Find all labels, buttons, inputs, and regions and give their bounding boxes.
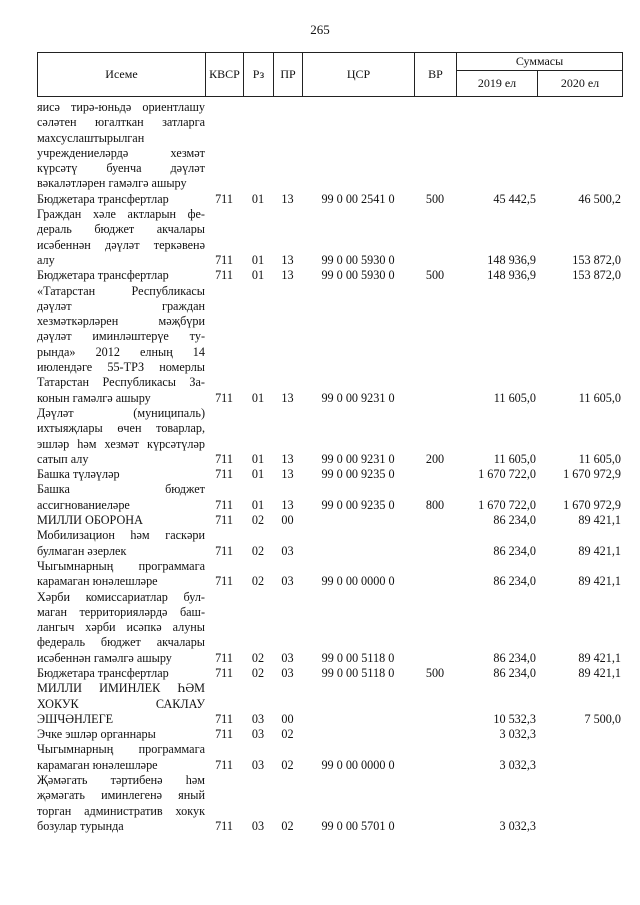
- cell-pr: 13: [281, 268, 294, 283]
- table-row: [37, 681, 622, 727]
- row-name: [37, 666, 205, 681]
- row-name-line: булмаган әзерлек: [37, 543, 127, 558]
- cell-pr: 13: [281, 467, 294, 482]
- row-name-line: исәбеннән дәүләт теркәвенә: [37, 237, 205, 252]
- cell-csr: 99 0 00 0000 0: [321, 574, 395, 589]
- row-name-line: Граждан хәле актларын фе-: [37, 207, 205, 222]
- cell-rz: 01: [251, 390, 265, 405]
- cell-v2: 11 605,0: [578, 390, 621, 405]
- cell-kv: 711: [215, 757, 233, 772]
- cell-csr: 99 0 00 9235 0: [321, 497, 395, 512]
- cell-v1: 1 670 722,0: [478, 467, 536, 482]
- cell-v1: 148 936,9: [487, 268, 536, 283]
- cell-pr: 13: [281, 252, 294, 267]
- row-name: [37, 284, 205, 406]
- row-name: [37, 482, 205, 513]
- row-name-line: Башка бюджет: [37, 482, 205, 497]
- cell-pr: 02: [281, 727, 294, 742]
- cell-kv: 711: [215, 665, 233, 680]
- table-row: [37, 284, 622, 406]
- cell-v1: 3 032,3: [499, 818, 536, 833]
- cell-v2: 153 872,0: [572, 268, 621, 283]
- row-name-line: карамаган юнәлешләре: [37, 757, 158, 772]
- cell-v1: 3 032,3: [499, 727, 536, 742]
- row-name-line: дераль бюджет акчалары: [37, 222, 205, 237]
- cell-kv: 711: [215, 191, 233, 206]
- row-name-line: дәүләт граждан: [37, 298, 205, 313]
- row-name-line: маган территорияләрдә баш-: [37, 604, 205, 619]
- header-rz: Рз: [244, 53, 274, 97]
- cell-pr: 03: [281, 665, 294, 680]
- row-name-line: федераль бюджет акчалары: [37, 635, 205, 650]
- table-row: [37, 528, 622, 559]
- row-name-line: Җәмәгать тәртибенә һәм: [37, 773, 205, 788]
- cell-rz: 02: [251, 513, 265, 528]
- row-name-line: учреждениеләрдә хезмәт: [37, 145, 205, 160]
- cell-kv: 711: [215, 513, 233, 528]
- cell-csr: 99 0 00 5930 0: [321, 268, 395, 283]
- cell-kv: 711: [215, 390, 233, 405]
- header-2019: 2019 ел: [457, 71, 538, 97]
- cell-pr: 00: [281, 711, 294, 726]
- row-name-line: МИЛЛИ ОБОРОНА: [37, 513, 143, 528]
- row-name-line: ЭШЧӘНЛЕГЕ: [37, 711, 114, 726]
- table-row: [37, 467, 622, 482]
- row-name-line: МИЛЛИ ИМИНЛЕК ҺӘМ: [37, 681, 205, 696]
- row-name-line: Эчке эшләр органнары: [37, 727, 156, 742]
- row-name-line: Бюджетара трансфертлар: [37, 268, 169, 283]
- row-name-line: рында» 2012 елның 14: [37, 344, 205, 359]
- row-name: [37, 528, 205, 559]
- cell-csr: 99 0 00 2541 0: [321, 191, 395, 206]
- cell-rz: 02: [251, 543, 265, 558]
- cell-rz: 02: [251, 574, 265, 589]
- table-row: [37, 406, 622, 467]
- cell-kv: 711: [215, 451, 233, 466]
- table-row: [37, 192, 622, 207]
- table-row: [37, 100, 622, 192]
- cell-pr: 03: [281, 574, 294, 589]
- cell-v1: 148 936,9: [487, 252, 536, 267]
- cell-v2: 89 421,1: [578, 543, 621, 558]
- cell-kv: 711: [215, 252, 233, 267]
- row-name-line: алу: [37, 252, 55, 267]
- cell-v1: 86 234,0: [493, 650, 536, 665]
- cell-v2: 1 670 972,9: [563, 497, 621, 512]
- cell-vr: 500: [425, 665, 445, 680]
- row-name: [37, 268, 205, 283]
- row-name-line: торган административ хокук: [37, 803, 205, 818]
- page-number: 265: [310, 22, 330, 37]
- cell-rz: 01: [251, 268, 265, 283]
- row-name: [37, 467, 205, 482]
- cell-kv: 711: [215, 818, 233, 833]
- table-header: [37, 52, 623, 97]
- row-name: [37, 559, 205, 590]
- cell-rz: 02: [251, 665, 265, 680]
- cell-rz: 02: [251, 650, 265, 665]
- row-name-line: күрсәтү буенча дәүләт: [37, 161, 205, 176]
- table-row: [37, 207, 622, 268]
- cell-rz: 01: [251, 191, 265, 206]
- cell-pr: 13: [281, 390, 294, 405]
- table-row: [37, 590, 622, 666]
- row-name: [37, 590, 205, 666]
- cell-kv: 711: [215, 711, 233, 726]
- cell-v2: 7 500,0: [584, 711, 621, 726]
- cell-v1: 11 605,0: [493, 390, 536, 405]
- cell-v2: 46 500,2: [578, 191, 621, 206]
- cell-pr: 02: [281, 818, 294, 833]
- row-name-line: Хәрби комиссариатлар бул-: [37, 589, 205, 604]
- cell-kv: 711: [215, 650, 233, 665]
- cell-csr: 99 0 00 9231 0: [321, 390, 395, 405]
- cell-kv: 711: [215, 268, 233, 283]
- row-name-line: исәбеннән гамәлгә ашыру: [37, 650, 172, 665]
- cell-rz: 03: [251, 757, 265, 772]
- cell-rz: 01: [251, 252, 265, 267]
- row-name-line: карамаган юнәлешләре: [37, 574, 158, 589]
- row-name-line: Чыгымнарның программага: [37, 558, 205, 573]
- cell-pr: 02: [281, 757, 294, 772]
- cell-v1: 1 670 722,0: [478, 497, 536, 512]
- cell-v2: 89 421,1: [578, 574, 621, 589]
- row-name-line: лангыч хәрби исәпкә алуны: [37, 620, 205, 635]
- row-name-line: Мобилизацион һәм гаскәри: [37, 528, 205, 543]
- row-name-line: ХОКУК САКЛАУ: [37, 696, 205, 711]
- row-name-line: Дәүләт (муниципаль): [37, 405, 205, 420]
- row-name: [37, 100, 205, 192]
- cell-v1: 86 234,0: [493, 574, 536, 589]
- cell-csr: 99 0 00 5118 0: [321, 665, 395, 680]
- cell-v1: 10 532,3: [493, 711, 536, 726]
- row-name-line: дәүләт иминләштерүе ту-: [37, 329, 205, 344]
- cell-pr: 13: [281, 191, 294, 206]
- cell-csr: 99 0 00 5930 0: [321, 252, 395, 267]
- cell-csr: 99 0 00 5701 0: [321, 818, 395, 833]
- row-name: [37, 406, 205, 467]
- row-name: [37, 727, 205, 742]
- cell-csr: 99 0 00 0000 0: [321, 757, 395, 772]
- cell-v2: 89 421,1: [578, 665, 621, 680]
- header-2020: 2020 ел: [538, 71, 623, 97]
- row-name-line: хезмәткәрләрен мәҗбүри: [37, 314, 205, 329]
- cell-v2: 89 421,1: [578, 650, 621, 665]
- row-name-line: ихтыяҗлары өчен товарлар,: [37, 421, 205, 436]
- header-pr: ПР: [274, 53, 303, 97]
- cell-v1: 45 442,5: [493, 191, 536, 206]
- row-name-line: Бюджетара трансфертлар: [37, 665, 169, 680]
- header-name: Исеме: [38, 53, 206, 97]
- header-vr: ВР: [415, 53, 457, 97]
- row-name-line: конын гамәлгә ашыру: [37, 390, 151, 405]
- cell-kv: 711: [215, 497, 233, 512]
- table-row: [37, 727, 622, 742]
- row-name-line: яисә тирә-юньдә ориентлашу: [37, 100, 205, 114]
- cell-vr: 800: [425, 497, 445, 512]
- cell-v2: 1 670 972,9: [563, 467, 621, 482]
- row-name-line: җәмәгать иминлегенә яный: [37, 788, 205, 803]
- cell-v2: 89 421,1: [578, 513, 621, 528]
- cell-csr: 99 0 00 9235 0: [321, 467, 395, 482]
- cell-vr: 500: [425, 268, 445, 283]
- row-name: [37, 513, 205, 528]
- cell-rz: 03: [251, 711, 265, 726]
- table-row: [37, 482, 622, 513]
- cell-vr: 500: [425, 191, 445, 206]
- table-row: [37, 773, 622, 834]
- row-name-line: ассигнованиеләре: [37, 497, 130, 512]
- row-name-line: Чыгымнарның программага: [37, 742, 205, 757]
- cell-rz: 03: [251, 818, 265, 833]
- row-name-line: бозулар турында: [37, 818, 124, 833]
- cell-kv: 711: [215, 467, 233, 482]
- cell-pr: 00: [281, 513, 294, 528]
- cell-kv: 711: [215, 727, 233, 742]
- row-name: [37, 207, 205, 268]
- row-name-line: «Татарстан Республикасы: [37, 283, 205, 298]
- cell-pr: 03: [281, 543, 294, 558]
- cell-rz: 01: [251, 467, 265, 482]
- row-name-line: вәкаләтләрен гамәлгә ашыру: [37, 176, 187, 191]
- row-name: [37, 742, 205, 773]
- row-name: [37, 192, 205, 207]
- row-name-line: Башка түләүләр: [37, 467, 120, 482]
- cell-rz: 03: [251, 727, 265, 742]
- cell-kv: 711: [215, 574, 233, 589]
- cell-rz: 01: [251, 497, 265, 512]
- cell-rz: 01: [251, 451, 265, 466]
- table-row: [37, 559, 622, 590]
- table-row: [37, 666, 622, 681]
- row-name-line: эшләр һәм хезмәт күрсәтүләр: [37, 436, 205, 451]
- row-name-line: Бюджетара трансфертлар: [37, 191, 169, 206]
- row-name: [37, 681, 205, 727]
- cell-v1: 86 234,0: [493, 543, 536, 558]
- row-name: [37, 773, 205, 834]
- cell-v1: 3 032,3: [499, 757, 536, 772]
- header-sums: Суммасы: [457, 53, 623, 71]
- table-row: [37, 513, 622, 528]
- header-kvsr: КВСР: [206, 53, 244, 97]
- row-name-line: сатып алу: [37, 451, 89, 466]
- cell-csr: 99 0 00 5118 0: [321, 650, 395, 665]
- table-row: [37, 742, 622, 773]
- cell-pr: 13: [281, 451, 294, 466]
- cell-vr: 200: [425, 451, 445, 466]
- cell-csr: 99 0 00 9231 0: [321, 451, 395, 466]
- cell-pr: 03: [281, 650, 294, 665]
- table-body: [37, 100, 622, 834]
- header-csr: ЦСР: [303, 53, 415, 97]
- row-name-line: Татарстан Республикасы За-: [37, 375, 205, 390]
- row-name-line: махсуслаштырылган: [37, 130, 145, 145]
- cell-pr: 13: [281, 497, 294, 512]
- table-row: [37, 268, 622, 283]
- cell-v1: 11 605,0: [493, 451, 536, 466]
- row-name-line: июлендәге 55-ТРЗ номерлы: [37, 360, 205, 375]
- cell-kv: 711: [215, 543, 233, 558]
- cell-v1: 86 234,0: [493, 513, 536, 528]
- cell-v2: 11 605,0: [578, 451, 621, 466]
- cell-v2: 153 872,0: [572, 252, 621, 267]
- cell-v1: 86 234,0: [493, 665, 536, 680]
- row-name-line: сәләтен югалткан затларга: [37, 115, 205, 130]
